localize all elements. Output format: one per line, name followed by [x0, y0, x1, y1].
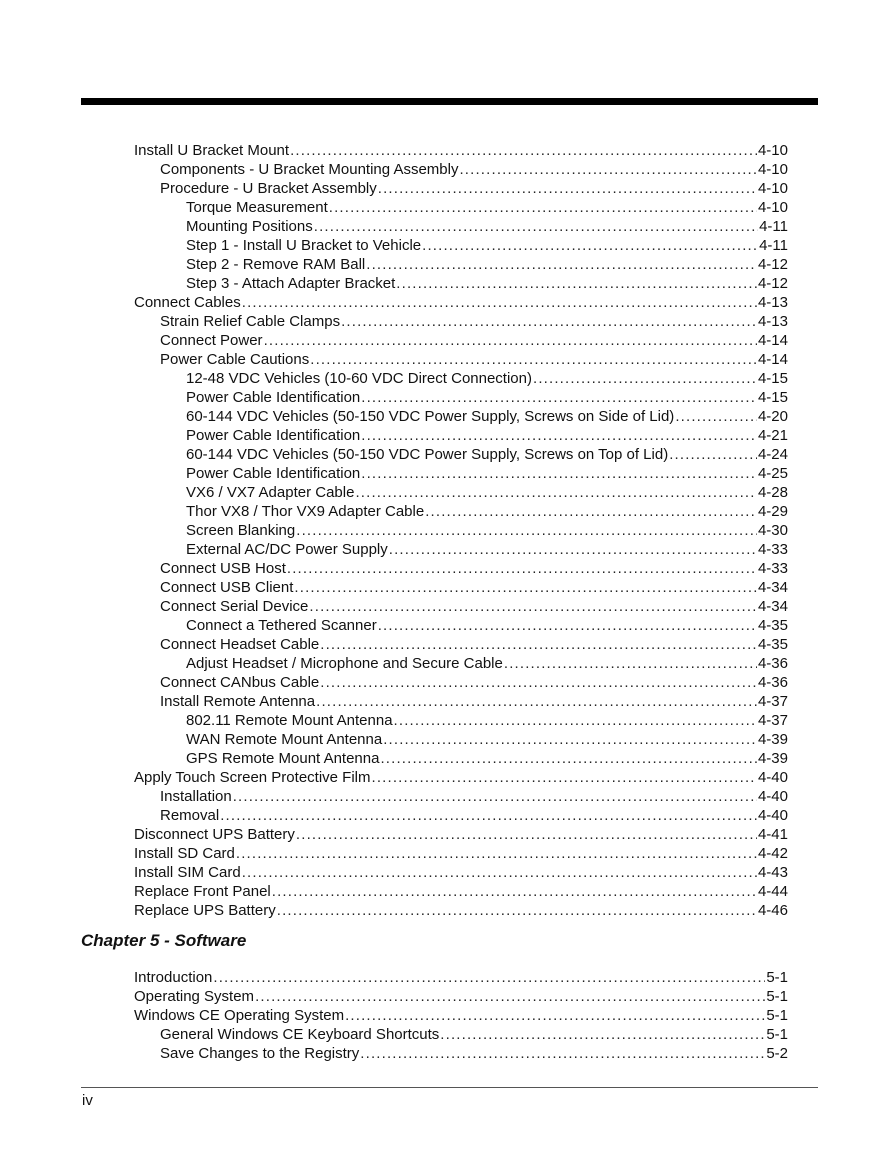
toc-entry[interactable]	[160, 787, 788, 806]
toc-dot-leader	[213, 968, 765, 987]
toc-entry-title: Power Cable Cautions	[160, 351, 310, 368]
toc-entry-page: 4-13	[757, 294, 788, 311]
toc-entry-page: 5-1	[766, 1026, 788, 1043]
toc-entry-title: Step 2 - Remove RAM Ball	[186, 256, 366, 273]
toc-entry-title: Components - U Bracket Mounting Assembly	[160, 161, 459, 178]
toc-entry[interactable]	[186, 464, 788, 483]
toc-entry[interactable]	[134, 141, 788, 160]
toc-entry-title: General Windows CE Keyboard Shortcuts	[160, 1026, 440, 1043]
toc-entry[interactable]	[160, 559, 788, 578]
toc-entry-page: 4-39	[757, 731, 788, 748]
toc-entry[interactable]	[134, 825, 788, 844]
toc-entry-page: 4-35	[757, 636, 788, 653]
toc-entry-title: Connect CANbus Cable	[160, 674, 320, 691]
toc-entry-title: Install Remote Antenna	[160, 693, 316, 710]
toc-entry-page: 4-44	[757, 883, 788, 900]
toc-entry[interactable]	[186, 730, 788, 749]
toc-entry[interactable]	[186, 654, 788, 673]
toc-entry-title: WAN Remote Mount Antenna	[186, 731, 383, 748]
toc-entry-title: Install SIM Card	[134, 864, 241, 881]
toc-entry[interactable]	[134, 987, 788, 1006]
toc-entry-page: 4-21	[757, 427, 788, 444]
toc-entry-page: 4-37	[757, 693, 788, 710]
toc-entry-title: Connect Headset Cable	[160, 636, 320, 653]
toc-entry-title: Connect USB Host	[160, 560, 286, 577]
toc-dot-leader	[310, 350, 757, 369]
toc-dot-leader	[242, 293, 757, 312]
toc-dot-leader	[294, 578, 757, 597]
toc-entry-title: Adjust Headset / Microphone and Secure Cable	[186, 655, 503, 672]
toc-entry-page: 4-34	[757, 579, 788, 596]
toc-entry[interactable]	[186, 407, 788, 426]
toc-entry-title: Removal	[160, 807, 220, 824]
toc-dot-leader	[320, 673, 757, 692]
toc-entry-page: 4-10	[757, 180, 788, 197]
toc-dot-leader	[394, 711, 757, 730]
toc-entry[interactable]	[160, 635, 788, 654]
toc-dot-leader	[533, 369, 757, 388]
toc-entry-page: 4-25	[757, 465, 788, 482]
toc-entry-page: 4-12	[757, 256, 788, 273]
toc-entry-title: Mounting Positions	[186, 218, 313, 235]
toc-entry[interactable]	[160, 179, 788, 198]
toc-entry-page: 5-1	[766, 1007, 788, 1024]
toc-dot-leader	[242, 863, 757, 882]
toc-entry-page: 4-29	[757, 503, 788, 520]
toc-dot-leader	[355, 483, 757, 502]
toc-entry-title: Introduction	[134, 969, 213, 986]
toc-dot-leader	[383, 730, 757, 749]
toc-entry[interactable]	[186, 483, 788, 502]
toc-entry-title: Replace UPS Battery	[134, 902, 276, 919]
toc-entry-page: 4-28	[757, 484, 788, 501]
toc-entry-title: Connect Power	[160, 332, 263, 349]
toc-entry-page: 4-13	[757, 313, 788, 330]
header-rule	[81, 98, 818, 105]
toc-entry-page: 4-15	[757, 370, 788, 387]
toc-entry-title: Install SD Card	[134, 845, 235, 862]
toc-entry[interactable]	[186, 217, 788, 236]
toc-entry-title: Disconnect UPS Battery	[134, 826, 295, 843]
toc-entry-page: 4-40	[757, 807, 788, 824]
toc-dot-leader	[425, 502, 757, 521]
toc-entry-title: Procedure - U Bracket Assembly	[160, 180, 377, 197]
toc-entry[interactable]	[134, 768, 788, 787]
toc-entry[interactable]	[186, 711, 788, 730]
toc-dot-leader	[366, 255, 757, 274]
toc-entry[interactable]	[160, 673, 788, 692]
toc-entry[interactable]	[186, 426, 788, 445]
toc-entry-title: Replace Front Panel	[134, 883, 271, 900]
toc-dot-leader	[296, 521, 757, 540]
toc-dot-leader	[320, 635, 757, 654]
toc-entry-page: 4-36	[757, 674, 788, 691]
toc-dot-leader	[459, 160, 757, 179]
toc-entry-title: VX6 / VX7 Adapter Cable	[186, 484, 355, 501]
toc-entry-title: Windows CE Operating System	[134, 1007, 345, 1024]
toc-dot-leader	[309, 597, 757, 616]
toc-entry-title: External AC/DC Power Supply	[186, 541, 388, 558]
toc-entry-page: 5-2	[766, 1045, 788, 1062]
toc-entry-page: 4-43	[757, 864, 788, 881]
toc-entry-page: 4-34	[757, 598, 788, 615]
toc-entry-title: Power Cable Identification	[186, 427, 361, 444]
toc-entry[interactable]	[186, 616, 788, 635]
toc-entry-page: 5-1	[766, 988, 788, 1005]
toc-entry-page: 4-30	[757, 522, 788, 539]
toc-entry[interactable]	[186, 445, 788, 464]
toc-dot-leader	[361, 464, 757, 483]
toc-entry-title: GPS Remote Mount Antenna	[186, 750, 380, 767]
toc-entry-page: 4-35	[757, 617, 788, 634]
toc-entry-page: 4-11	[759, 218, 788, 235]
toc-entry-page: 4-46	[757, 902, 788, 919]
toc-entry[interactable]	[160, 806, 788, 825]
toc-entry-title: Installation	[160, 788, 232, 805]
toc-entry[interactable]	[134, 863, 788, 882]
toc-dot-leader	[264, 331, 757, 350]
toc-entry-page: 4-11	[759, 237, 788, 254]
toc-dot-leader	[290, 141, 757, 160]
toc-entry-title: Thor VX8 / Thor VX9 Adapter Cable	[186, 503, 425, 520]
toc-dot-leader	[380, 749, 757, 768]
toc-entry-title: Save Changes to the Registry	[160, 1045, 360, 1062]
toc-dot-leader	[314, 217, 758, 236]
toc-entry-title: 802.11 Remote Mount Antenna	[186, 712, 393, 729]
toc-entry-title: Connect a Tethered Scanner	[186, 617, 377, 634]
toc-entry-page: 5-1	[766, 969, 788, 986]
toc-dot-leader	[372, 768, 757, 787]
toc-entry[interactable]	[186, 388, 788, 407]
toc-entry-title: Screen Blanking	[186, 522, 296, 539]
toc-entry[interactable]	[186, 540, 788, 559]
toc-entry[interactable]	[160, 160, 788, 179]
toc-dot-leader	[316, 692, 757, 711]
toc-entry[interactable]	[186, 521, 788, 540]
toc-dot-leader	[296, 825, 757, 844]
toc-dot-leader	[422, 236, 758, 255]
toc-entry[interactable]	[186, 502, 788, 521]
toc-entry-title: Strain Relief Cable Clamps	[160, 313, 341, 330]
toc-entry[interactable]	[160, 312, 788, 331]
toc-dot-leader	[378, 179, 757, 198]
toc-entry[interactable]	[134, 844, 788, 863]
toc-entry[interactable]	[134, 901, 788, 920]
toc-dot-leader	[236, 844, 757, 863]
toc-entry-title: 60-144 VDC Vehicles (50-150 VDC Power Supply, Screws on Top of Lid)	[186, 446, 669, 463]
toc-entry-page: 4-12	[757, 275, 788, 292]
toc-dot-leader	[272, 882, 757, 901]
toc-entry-page: 4-24	[757, 446, 788, 463]
toc-entry-page: 4-33	[757, 541, 788, 558]
toc-entry-page: 4-40	[757, 769, 788, 786]
toc-entry[interactable]	[186, 255, 788, 274]
toc-entry[interactable]	[186, 236, 788, 255]
toc-entry[interactable]	[160, 1044, 788, 1063]
toc-entry[interactable]	[134, 293, 788, 312]
toc-dot-leader	[440, 1025, 765, 1044]
toc-entry-title: Connect Cables	[134, 294, 241, 311]
toc-dot-leader	[220, 806, 757, 825]
toc-dot-leader	[360, 1044, 765, 1063]
toc-entry[interactable]	[134, 882, 788, 901]
toc-dot-leader	[277, 901, 757, 920]
toc-entry-page: 4-42	[757, 845, 788, 862]
toc-dot-leader	[255, 987, 765, 1006]
toc-entry-title: Step 3 - Attach Adapter Bracket	[186, 275, 396, 292]
toc-entry-page: 4-36	[757, 655, 788, 672]
toc-entry-title: Connect USB Client	[160, 579, 294, 596]
toc-entry[interactable]	[160, 331, 788, 350]
toc-entry-title: Install U Bracket Mount	[134, 142, 290, 159]
toc-entry[interactable]	[160, 597, 788, 616]
toc-entry[interactable]	[186, 749, 788, 768]
toc-entry-page: 4-20	[757, 408, 788, 425]
toc-entry-title: Connect Serial Device	[160, 598, 309, 615]
toc-dot-leader	[675, 407, 757, 426]
toc-dot-leader	[287, 559, 757, 578]
toc-entry-page: 4-14	[757, 332, 788, 349]
toc-dot-leader	[504, 654, 757, 673]
toc-dot-leader	[378, 616, 757, 635]
toc-entry[interactable]	[160, 692, 788, 711]
toc-entry-page: 4-39	[757, 750, 788, 767]
toc-entry-title: 60-144 VDC Vehicles (50-150 VDC Power Supply, Screws on Side of Lid)	[186, 408, 675, 425]
toc-dot-leader	[361, 426, 757, 445]
toc-entry-title: 12-48 VDC Vehicles (10-60 VDC Direct Connection)	[186, 370, 532, 387]
toc-entry-page: 4-41	[757, 826, 788, 843]
toc-entry-title: Apply Touch Screen Protective Film	[134, 769, 371, 786]
toc-dot-leader	[345, 1006, 765, 1025]
toc-entry-title: Step 1 - Install U Bracket to Vehicle	[186, 237, 422, 254]
toc-dot-leader	[233, 787, 757, 806]
toc-entry[interactable]	[134, 1006, 788, 1025]
footer-rule	[81, 1087, 818, 1088]
toc-entry-page: 4-10	[757, 199, 788, 216]
toc-entry-page: 4-14	[757, 351, 788, 368]
toc-dot-leader	[329, 198, 757, 217]
toc-entry-page: 4-40	[757, 788, 788, 805]
footer-page-number: iv	[82, 1092, 93, 1109]
toc-dot-leader	[389, 540, 757, 559]
toc-entry-page: 4-10	[757, 142, 788, 159]
toc-entry[interactable]	[186, 198, 788, 217]
toc-dot-leader	[341, 312, 757, 331]
toc-entry[interactable]	[134, 968, 788, 987]
toc-entry-title: Operating System	[134, 988, 255, 1005]
toc-entry-title: Power Cable Identification	[186, 465, 361, 482]
toc-dot-leader	[396, 274, 757, 293]
toc-entry-page: 4-15	[757, 389, 788, 406]
toc-entry-page: 4-10	[757, 161, 788, 178]
toc-entry[interactable]	[186, 274, 788, 293]
toc-entry[interactable]	[160, 1025, 788, 1044]
toc-entry-page: 4-37	[757, 712, 788, 729]
toc-entry[interactable]	[160, 350, 788, 369]
toc-entry[interactable]	[186, 369, 788, 388]
toc-entry[interactable]	[160, 578, 788, 597]
toc-dot-leader	[669, 445, 757, 464]
toc-entry-page: 4-33	[757, 560, 788, 577]
chapter-heading: Chapter 5 - Software	[81, 931, 247, 950]
toc-entry-title: Power Cable Identification	[186, 389, 361, 406]
toc-entry-title: Torque Measurement	[186, 199, 328, 216]
toc-dot-leader	[361, 388, 757, 407]
